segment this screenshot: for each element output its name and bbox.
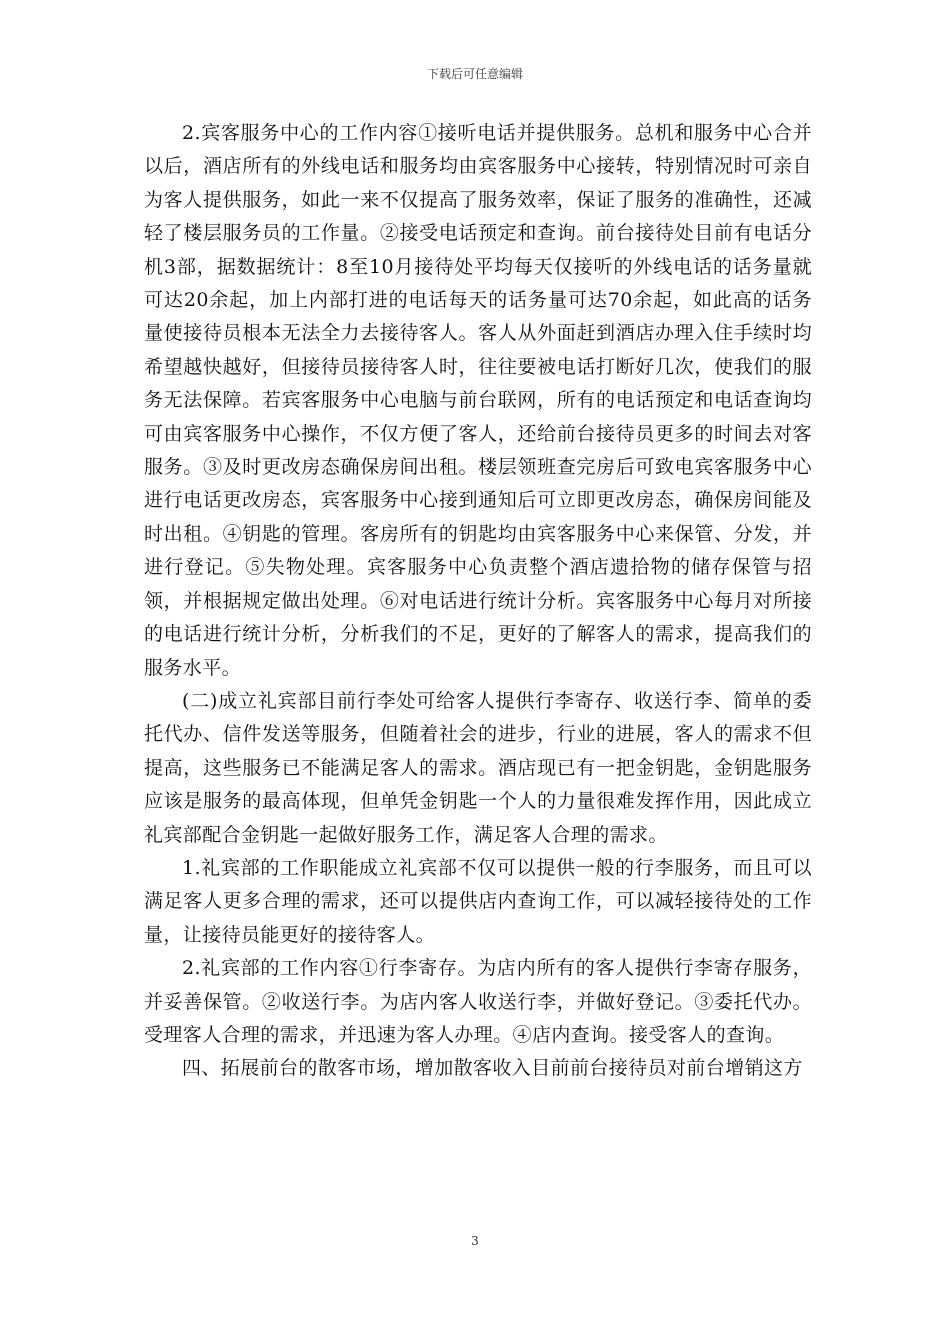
document-body [144,117,812,1086]
paragraph-concierge-setup: (二)成立礼宾部目前行李处可给客人提供行李寄存、收送行李、简单的委托代办、信件发送等服务，但随着社会的进步，行业的进展，客人的需求不但提高，这些服务已不能满足客人的需求。酒店现已有一把金钥匙，金钥匙服务应该是服务的最高体现，但单凭金钥匙一个人的力量很难发挥作用，因此成立礼宾部配合金钥匙一起做好服务工作，满足客人合理的需求。 [144,689,812,846]
paragraph-section-four: 四、拓展前台的散客市场，增加散客收入目前前台接待员对前台增销这方 [182,1057,803,1080]
paragraph-concierge-functions: 1.礼宾部的工作职能成立礼宾部不仅可以提供一般的行李服务，而且可以满足客人更多合理的需求，还可以提供店内查询工作，可以减轻接待处的工作量，让接待员能更好的接待客人。 [144,856,812,946]
paragraph-service-center-content: 2.宾客服务中心的工作内容①接听电话并提供服务。总机和服务中心合并以后，酒店所有的外线电话和服务均由宾客服务中心接转，特别情况时可亲自为客人提供服务，如此一来不仅提高了服务效率，保证了服务的准确性，还减轻了楼层服务员的工作量。②接受电话预定和查询。前台接待处目前有电话分机3部，据数据统计：8至10月接待处平均每天仅接听的外线电话的话务量就可达20余起，加上内部打进的电话每天的话务量可达70余起，如此高的话务量使接待员根本无法全力去接待客人。客人从外面赶到酒店办理入住手续时均希望越快越好，但接待员接待客人时，往往要被电话打断好几次，使我们的服务无法保障。若宾客服务中心电脑与前台联网，所有的电话预定和电话查询均可由宾客服务中心操作，不仅方便了客人，还给前台接待员更多的时间去对客服务。③及时更改房态确保房间出租。楼层领班查完房后可致电宾客服务中心进行电话更改房态，宾客服务中心接到通知后可立即更改房态，确保房间能及时出租。④钥匙的管理。客房所有的钥匙均由宾客服务中心来保管、分发，并进行登记。⑤失物处理。宾客服务中心负责整个酒店遗拾物的储存保管与招领，并根据规定做出处理。⑥对电话进行统计分析。宾客服务中心每月对所接的电话进行统计分析，分析我们的不足，更好的了解客人的需求，提高我们的服务水平。 [144,122,812,679]
page-header: 下载后可任意编辑 [426,67,523,81]
paragraph-concierge-content: 2.礼宾部的工作内容①行李寄存。为店内所有的客人提供行李寄存服务，并妥善保管。②收送行李。为店内客人收送行李，并做好登记。③委托代办。受理客人合理的需求，并迅速为客人办理。④店内查询。接受客人的查询。 [144,957,812,1046]
page-number: 3 [471,1234,479,1248]
